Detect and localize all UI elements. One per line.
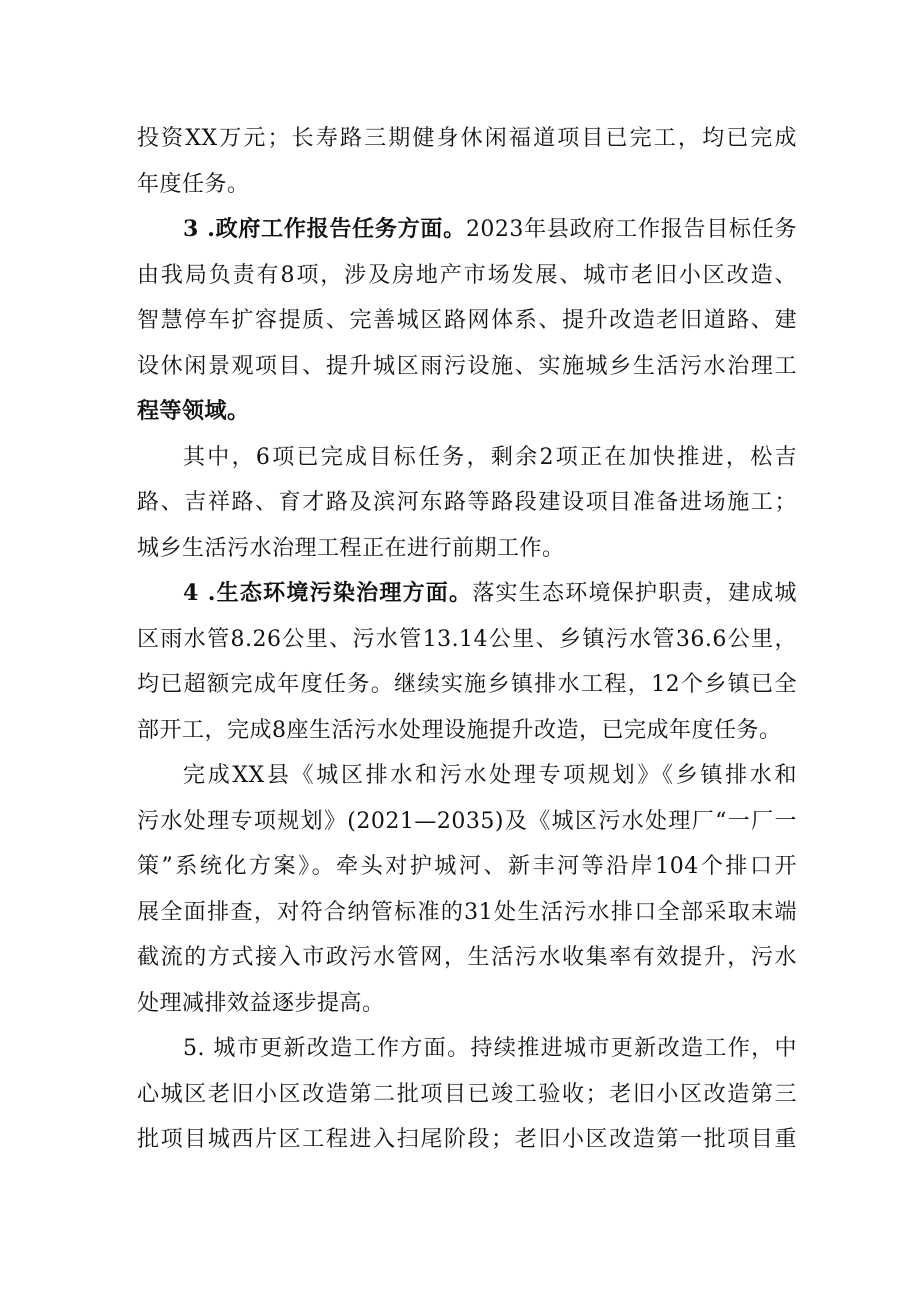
paragraph [137,1026,797,1163]
document-page [137,116,797,1163]
text-line: 心城区老旧小区改造第二批项目已竣工验收；老旧小区改造第三 [137,1081,797,1107]
text-line: 批项目城西片区工程进入扫尾阶段；老旧小区改造第一批项目重 [137,1127,797,1152]
paragraph [137,753,797,1026]
text-line: 路、吉祥路、育才路及滨河东路等路段建设项目准备进场施工； [137,490,797,515]
section-heading: 4 .生态环境污染治理方面。 [183,580,473,606]
paragraph [137,571,797,753]
text-line: 其中，6项已完成目标任务，剩余2项正在加快推进，松吉 [183,444,797,470]
text-line: 区雨水管8.26公里、污水管13.14公里、乡镇污水管36.6公里， [137,626,797,652]
text-line: 智慧停车扩容提质、完善城区路网体系、提升改造老旧道路、建 [137,308,797,333]
section-heading: 3 .政府工作报告任务方面。 [183,216,466,242]
text-line: 部开工，完成8座生活污水处理设施提升改造，已完成年度任务。 [137,717,782,743]
text-line: 设休闲景观项目、提升城区雨污设施、实施城乡生活污水治理工 [137,353,797,379]
paragraph [137,207,797,435]
text-line: 年度任务。 [137,171,250,197]
text-line: 程等领域。 [137,398,250,424]
paragraph [137,116,797,207]
text-line: 处理减排效益逐步提高。 [137,990,385,1016]
text-line: 5. 城市更新改造工作方面。持续推进城市更新改造工作，中 [183,1036,797,1061]
text-line: 展全面排查，对符合纳管标准的31处生活污水排口全部采取末端 [137,899,797,925]
text-run: 落实生态环境保护职责，建成城 [472,581,797,606]
text-run: 2023年县政府工作报告目标任务 [465,217,797,242]
text-line: 由我局负责有8项，涉及房地产市场发展、城市老旧小区改造、 [137,262,797,288]
text-line: 投资XX万元；长寿路三期健身休闲福道项目已完工，均已完成 [137,126,797,151]
text-line: 截流的方式接入市政污水管网，生活污水收集率有效提升，污水 [137,945,797,970]
text-line [137,207,797,253]
text-line: 污水处理专项规划》(2021—2035)及《城区污水处理厂“一厂一 [137,808,797,834]
text-line [137,571,797,617]
text-line: 城乡生活污水治理工程正在进行前期工作。 [137,535,565,561]
text-line: 均已超额完成年度任务。继续实施乡镇排水工程，12个乡镇已全 [137,672,797,697]
paragraph [137,435,797,572]
text-line: 完成XX县《城区排水和污水处理专项规划》《乡镇排水和 [183,763,797,788]
text-line: 策”系统化方案》。牵头对护城河、新丰河等沿岸104个排口开 [137,854,797,879]
